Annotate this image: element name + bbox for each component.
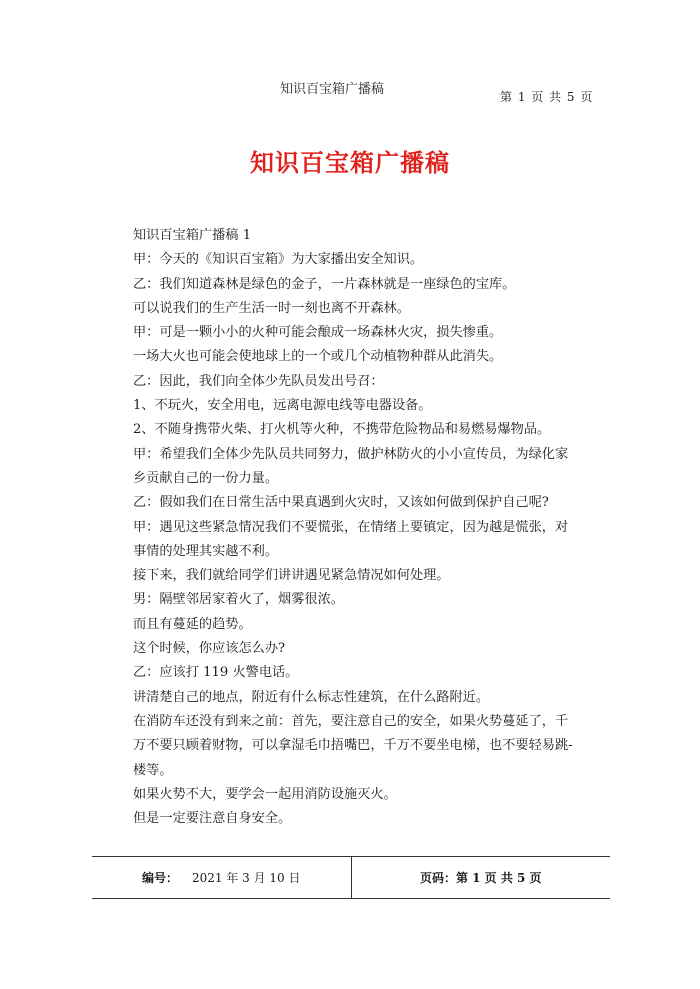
paragraph: 一场大火也可能会使地球上的一个或几个动植物种群从此消失。	[133, 349, 503, 365]
paragraph: 甲：希望我们全体少先队员共同努力，做护林防火的小小宣传员，为绿化家乡贡献自己的一份力量。	[133, 446, 569, 486]
paragraph: 2、不随身携带火柴、打火机等火种，不携带危险物品和易燃易爆物品。	[133, 422, 551, 438]
paragraph: 在消防车还没有到来之前：首先，要注意自己的安全，如果火势蔓延了，千万不要只顾着财物，可以拿湿毛巾捂嘴巴，千万不要坐电梯，也不要轻易跳-楼等。	[133, 713, 573, 778]
footer-page-value: 第 1 页 共 5 页	[455, 871, 542, 885]
footer-table	[92, 856, 610, 899]
paragraph: 这个时候，你应该怎么办?	[133, 641, 286, 657]
paragraph: 接下来，我们就给同学们讲讲遇见紧急情况如何处理。	[133, 568, 450, 584]
paragraph: 可以说我们的生产生活一时一刻也离不开森林。	[133, 300, 410, 316]
paragraph: 乙：因此，我们向全体少先队员发出号召：	[133, 373, 384, 389]
document-body	[133, 224, 581, 831]
paragraph: 1、不玩火，安全用电，远离电源电线等电器设备。	[133, 398, 432, 414]
document-title: 知识百宝箱广播稿	[250, 148, 450, 177]
footer-page-label: 页码：	[419, 871, 456, 885]
paragraph: 男：隔壁邻居家着火了，烟雾很浓。	[133, 592, 344, 608]
paragraph: 乙：假如我们在日常生活中果真遇到火灾时，又该如何做到保护自己呢?	[133, 495, 549, 511]
paragraph: 但是一定要注意自身安全。	[133, 811, 292, 827]
paragraph: 甲：今天的《知识百宝箱》为大家播出安全知识。	[133, 252, 424, 268]
page-indicator: 第 1 页 共 5 页	[500, 90, 594, 104]
paragraph: 乙：我们知道森林是绿色的金子，一片森林就是一座绿色的宝库。	[133, 276, 516, 292]
running-header-title: 知识百宝箱广播稿	[280, 82, 385, 97]
paragraph: 甲：遇见这些紧急情况我们不要慌张，在情绪上要镇定，因为越是慌张，对事情的处理其实越不利。	[133, 519, 569, 559]
footer-number-value: 2021 年 3 月 10 日	[191, 871, 301, 885]
paragraph: 知识百宝箱广播稿 1	[133, 228, 252, 243]
paragraph: 如果火势不大，要学会一起用消防设施灭火。	[133, 786, 397, 802]
footer-number-label: 编号：	[141, 871, 178, 885]
footer-number-cell	[92, 857, 352, 898]
footer-page-cell	[352, 857, 611, 898]
paragraph: 甲：可是一颗小小的火种可能会酿成一场森林火灾，损失惨重。	[133, 325, 503, 341]
paragraph: 乙：应该打 119 火警电话。	[133, 665, 299, 681]
paragraph: 讲清楚自己的地点，附近有什么标志性建筑，在什么路附近。	[133, 689, 490, 705]
paragraph: 而且有蔓延的趋势。	[133, 616, 252, 632]
